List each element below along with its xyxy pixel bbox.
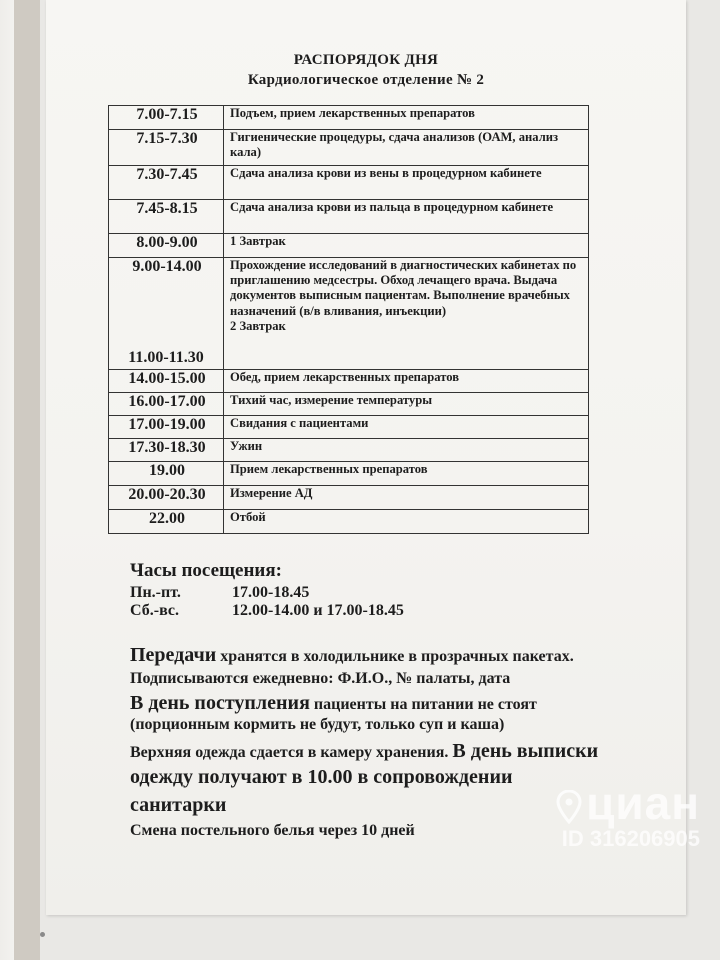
table-row bbox=[109, 486, 589, 510]
visiting-weekdays bbox=[130, 584, 310, 602]
activity-cell: Сдача анализа крови из пальца в процедурном кабинете bbox=[224, 200, 589, 234]
rule-line: санитарки bbox=[130, 794, 227, 816]
activity-cell: Ужин bbox=[224, 439, 589, 462]
rule-line: Подписываются ежедневно: Ф.И.О., № палаты, дата bbox=[130, 670, 511, 687]
weekdays-hours: 17.00-18.45 bbox=[232, 584, 310, 601]
rule-emphasis: В день выписки bbox=[452, 740, 599, 762]
time-cell: 8.00-9.00 bbox=[109, 234, 224, 258]
activity-cell: Подъем, прием лекарственных препаратов bbox=[224, 106, 589, 130]
adjacent-sheet-edge bbox=[0, 0, 14, 960]
rule-line bbox=[130, 692, 690, 716]
activity-text: Прохождение исследований в диагностических кабинетах по приглашению медсестры. Обход лечащего врача. Выдача документов выписным пациентам. Выполнение врачебных назначений (в/в вливания, инъекции) bbox=[230, 258, 577, 318]
time-cell bbox=[109, 258, 224, 370]
table-row bbox=[109, 370, 589, 393]
table-row bbox=[109, 200, 589, 234]
table-row bbox=[109, 166, 589, 200]
rule-text: пациенты на питании не стоят bbox=[309, 696, 537, 713]
rule-line: Смена постельного белья через 10 дней bbox=[130, 822, 415, 839]
table-row bbox=[109, 510, 589, 534]
time-cell: 20.00-20.30 bbox=[109, 486, 224, 510]
activity-cell: 1 Завтрак bbox=[224, 234, 589, 258]
watermark-logo bbox=[556, 777, 700, 829]
activity-cell: Свидания с пациентами bbox=[224, 416, 589, 439]
time-cell: 14.00-15.00 bbox=[109, 370, 224, 393]
activity-cell bbox=[224, 258, 589, 370]
visiting-hours-title: Часы посещения: bbox=[130, 560, 282, 581]
table-row bbox=[109, 393, 589, 416]
time-cell: 17.30-18.30 bbox=[109, 439, 224, 462]
activity-second: 2 Завтрак bbox=[230, 318, 286, 333]
activity-cell: Сдача анализа крови из вены в процедурном кабинете bbox=[224, 166, 589, 200]
rule-line bbox=[130, 740, 690, 766]
activity-cell: Прием лекарственных препаратов bbox=[224, 462, 589, 486]
rule-emphasis: Передачи bbox=[130, 644, 217, 666]
weekend-hours: 12.00-14.00 и 17.00-18.45 bbox=[232, 602, 404, 619]
activity-cell: Тихий час, измерение температуры bbox=[224, 393, 589, 416]
time-cell: 16.00-17.00 bbox=[109, 393, 224, 416]
time-second: 11.00-11.30 bbox=[128, 349, 204, 366]
time-start: 9.00-14.00 bbox=[132, 258, 202, 275]
visiting-weekend bbox=[130, 602, 404, 620]
rule-line: (порционным кормить не будут, только суп и каша) bbox=[130, 716, 505, 733]
rule-line bbox=[130, 644, 690, 670]
table-row bbox=[109, 462, 589, 486]
table-row bbox=[109, 258, 589, 370]
time-cell: 7.15-7.30 bbox=[109, 130, 224, 166]
activity-cell: Измерение АД bbox=[224, 486, 589, 510]
rule-text: Верхняя одежда сдается в камеру хранения. bbox=[130, 744, 453, 761]
table-row bbox=[109, 416, 589, 439]
time-cell: 17.00-19.00 bbox=[109, 416, 224, 439]
watermark-id: ID 316206905 bbox=[561, 826, 700, 851]
table-row bbox=[109, 234, 589, 258]
weekdays-label: Пн.-пт. bbox=[130, 584, 181, 601]
time-cell: 7.45-8.15 bbox=[109, 200, 224, 234]
cian-watermark bbox=[556, 777, 700, 852]
time-cell: 22.00 bbox=[109, 510, 224, 534]
rule-emphasis: В день поступления bbox=[130, 692, 310, 714]
activity-cell: Отбой bbox=[224, 510, 589, 534]
activity-cell: Гигиенические процедуры, сдача анализов (ОАМ, анализ кала) bbox=[224, 130, 589, 166]
rule-line: одежду получают в 10.00 в сопровождении bbox=[130, 766, 513, 788]
rule-text: хранятся в холодильнике в прозрачных пакетах. bbox=[216, 648, 574, 665]
page-title: РАСПОРЯДОК ДНЯ bbox=[293, 52, 439, 68]
table-row bbox=[109, 130, 589, 166]
activity-cell: Обед, прием лекарственных препаратов bbox=[224, 370, 589, 393]
table-row bbox=[109, 106, 589, 130]
time-cell: 7.00-7.15 bbox=[109, 106, 224, 130]
pin-hole bbox=[40, 932, 45, 937]
table-row bbox=[109, 439, 589, 462]
department-subtitle: Кардиологическое отделение № 2 bbox=[247, 72, 485, 88]
weekend-label: Сб.-вс. bbox=[130, 602, 180, 619]
schedule-table bbox=[108, 105, 589, 534]
time-cell: 7.30-7.45 bbox=[109, 166, 224, 200]
map-pin-icon bbox=[556, 790, 582, 824]
time-cell: 19.00 bbox=[109, 462, 224, 486]
watermark-brand: циан bbox=[586, 777, 700, 829]
